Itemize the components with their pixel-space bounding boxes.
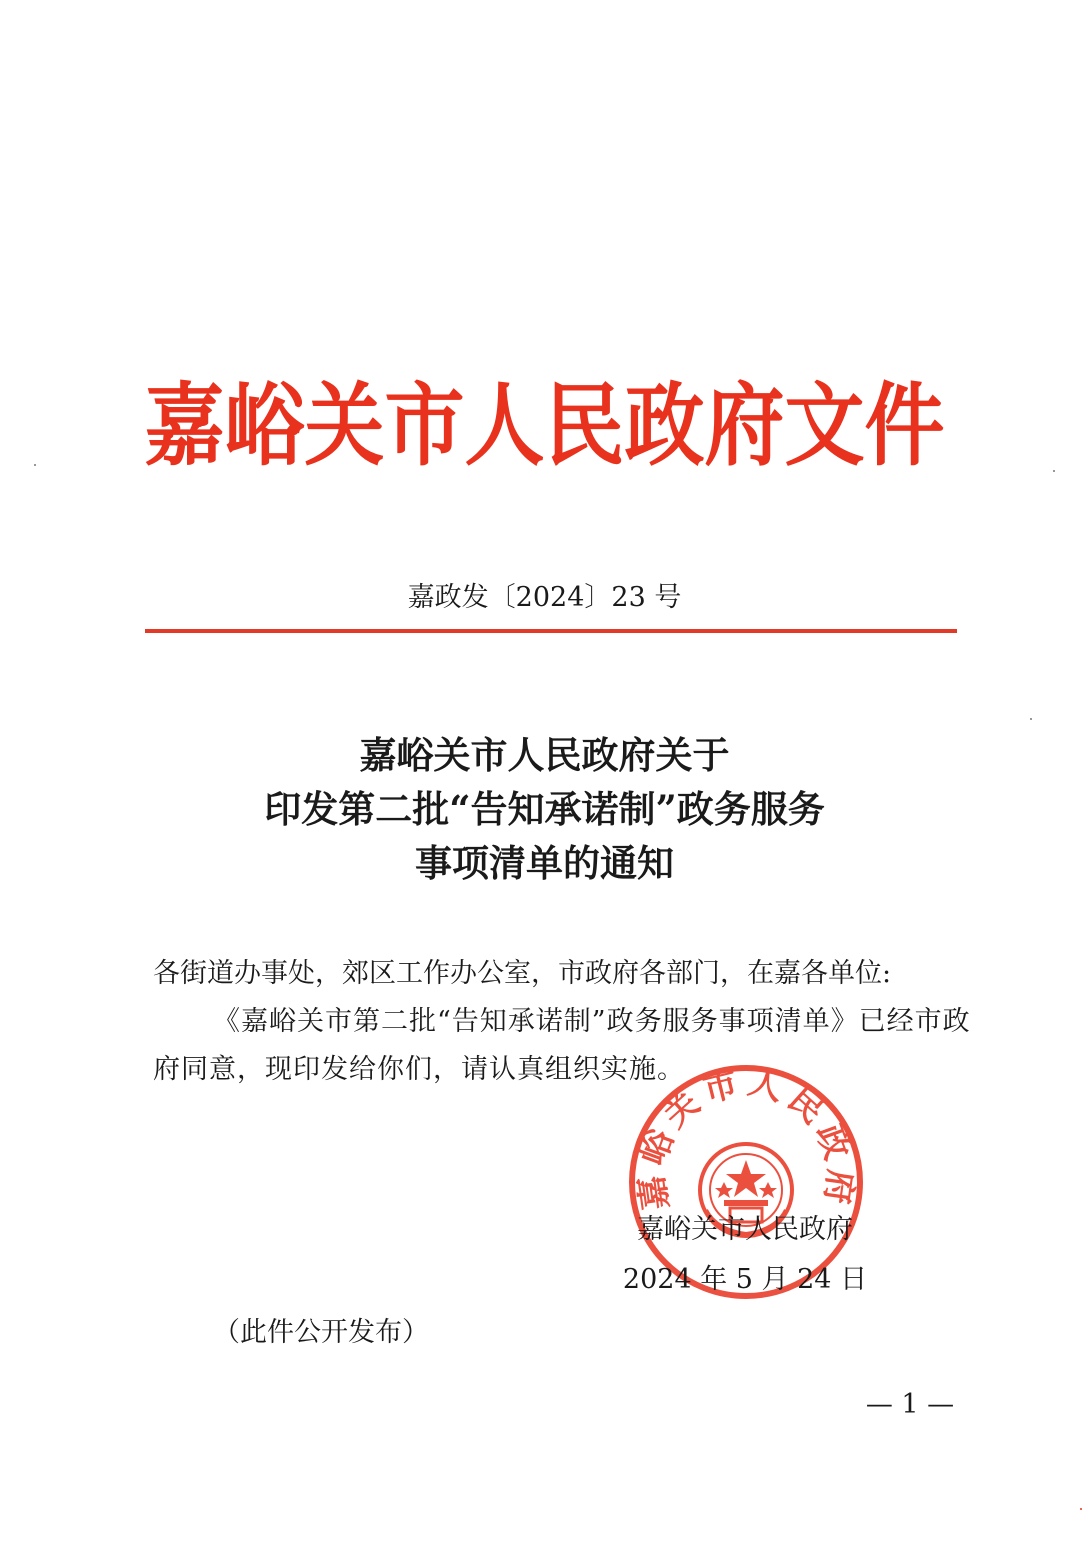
document-number: 嘉政发〔2024〕23 号 bbox=[407, 582, 682, 613]
seal-text: 嘉峪关市人民政府 bbox=[631, 1062, 861, 1213]
title-line-2: 印发第二批“告知承诺制”政务服务 bbox=[264, 787, 825, 831]
body-paragraph: 《嘉峪关市第二批“告知承诺制”政务服务事项清单》已经市政府同意，现印发给你们，请认真组织实施。 bbox=[153, 1006, 971, 1085]
title-line-1: 嘉峪关市人民政府关于 bbox=[359, 733, 730, 777]
document-title bbox=[0, 728, 1089, 890]
document-masthead: 嘉峪关市人民政府文件 bbox=[144, 372, 945, 478]
scan-speck bbox=[1030, 718, 1032, 720]
public-release-note: （此件公开发布） bbox=[213, 1317, 429, 1348]
scan-speck bbox=[1053, 470, 1055, 472]
svg-text:嘉峪关市人民政府 bbox=[631, 1062, 860, 1212]
title-line-3: 事项清单的通知 bbox=[415, 841, 674, 885]
scan-speck bbox=[1080, 1508, 1082, 1510]
red-separator-line bbox=[145, 629, 957, 633]
scan-speck bbox=[34, 464, 36, 466]
signing-authority: 嘉峪关市人民政府 bbox=[637, 1214, 853, 1245]
issue-date: 2024 年 5 月 24 日 bbox=[622, 1264, 868, 1295]
salutation: 各街道办事处，郊区工作办公室，市政府各部门，在嘉各单位: bbox=[153, 958, 892, 989]
page-number: — 1 — bbox=[865, 1389, 955, 1420]
